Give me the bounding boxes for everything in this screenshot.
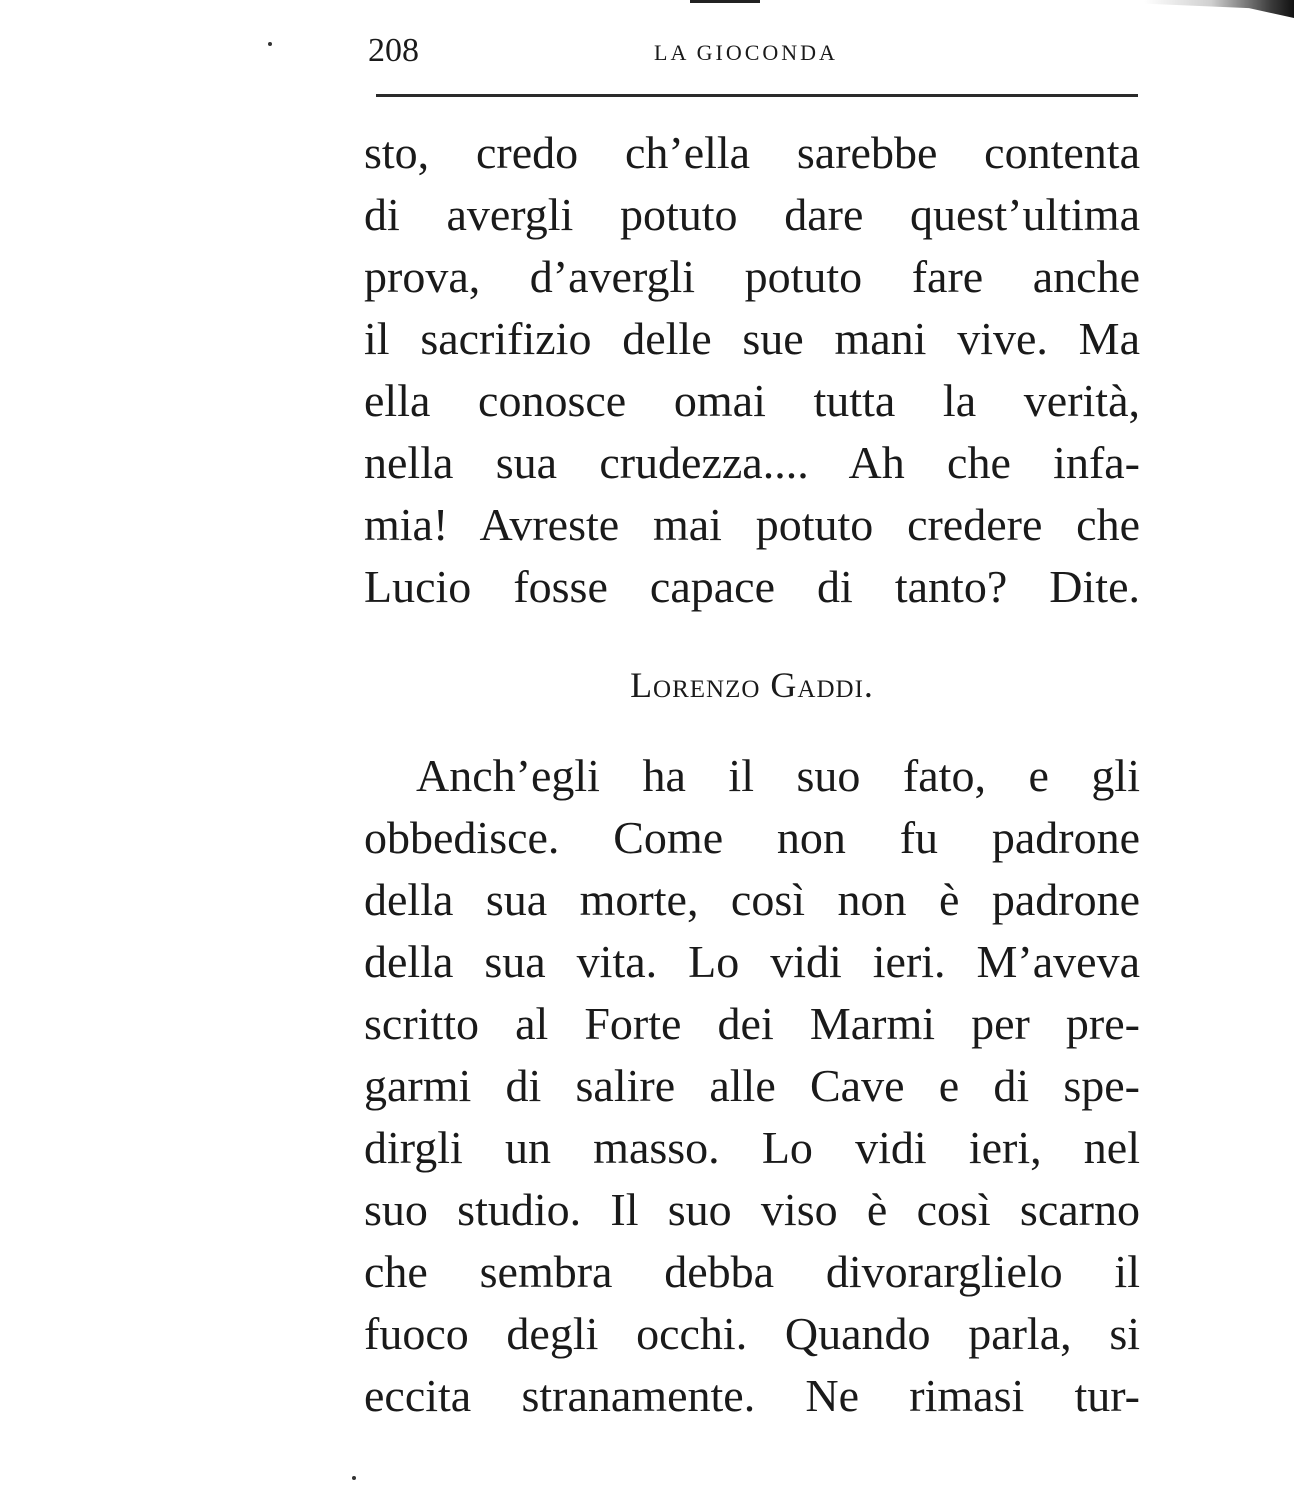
header-rule xyxy=(376,94,1138,97)
text-line: di avergli potuto dare quest’ultima xyxy=(364,189,1140,240)
page-number: 208 xyxy=(368,32,419,69)
scan-artifact-top xyxy=(690,0,760,3)
text-line: prova, d’avergli potuto fare anche xyxy=(364,251,1140,302)
text-line: eccita stranamente. Ne rimasi tur- xyxy=(364,1370,1140,1421)
paragraph-2 xyxy=(364,745,1140,1427)
text-line: Anch’egli ha il suo fato, e gli xyxy=(416,750,1140,801)
text-line: ella conosce omai tutta la verità, xyxy=(364,375,1140,426)
text-line: nella sua crudezza.... Ah che infa- xyxy=(364,437,1140,488)
text-line: che sembra debba divorarglielo il xyxy=(364,1246,1140,1297)
text-line: scritto al Forte dei Marmi per pre- xyxy=(364,998,1140,1049)
text-line: mia! Avreste mai potuto credere che xyxy=(364,499,1140,550)
scan-speck xyxy=(268,42,272,46)
scan-speck xyxy=(352,1476,356,1480)
text-line: della sua morte, così non è padrone xyxy=(364,874,1140,925)
text-line: dirgli un masso. Lo vidi ieri, nel xyxy=(364,1122,1140,1173)
scan-artifact-corner xyxy=(1144,0,1294,18)
text-line: della sua vita. Lo vidi ieri. M’aveva xyxy=(364,936,1140,987)
speaker-heading: Lorenzo Gaddi. xyxy=(630,665,874,705)
running-head xyxy=(368,32,1140,72)
running-title: LA GIOCONDA xyxy=(654,40,838,65)
text-line: suo studio. Il suo viso è così scarno xyxy=(364,1184,1140,1235)
text-line: Lucio fosse capace di tanto? Dite. xyxy=(364,561,1140,612)
text-line: sto, credo ch’ella sarebbe contenta xyxy=(364,127,1140,178)
text-line: il sacrifizio delle sue mani vive. Ma xyxy=(364,313,1140,364)
paragraph-1 xyxy=(364,122,1140,618)
text-line: garmi di salire alle Cave e di spe- xyxy=(364,1060,1140,1111)
text-line: fuoco degli occhi. Quando parla, si xyxy=(364,1308,1140,1359)
text-line: obbedisce. Come non fu padrone xyxy=(364,812,1140,863)
